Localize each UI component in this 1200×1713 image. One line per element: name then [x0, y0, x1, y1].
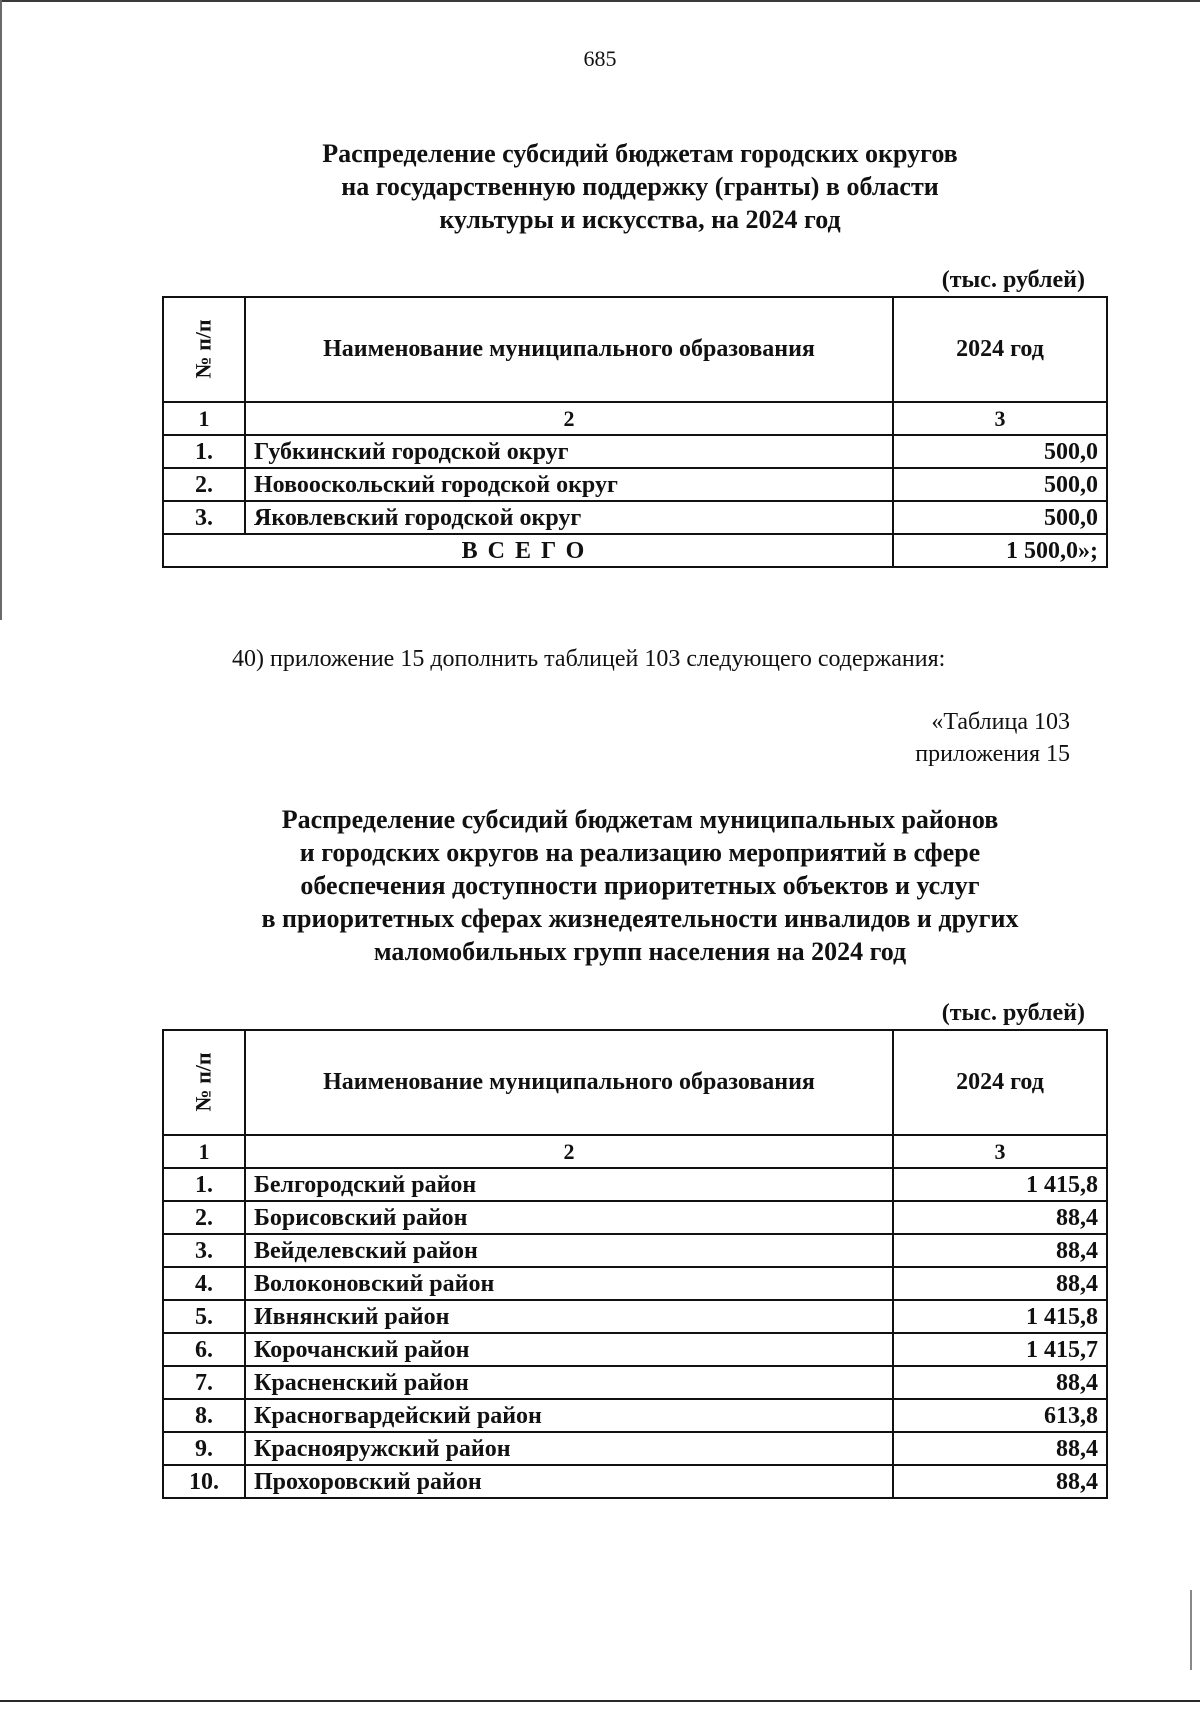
row-name: Красненский район — [245, 1366, 893, 1399]
page-bottom-edge — [0, 1700, 1200, 1702]
row-name: Новооскольский городской округ — [245, 468, 893, 501]
header-name-cell: Наименование муниципального образования — [245, 297, 893, 402]
header-year-cell: 2024 год — [893, 297, 1107, 402]
row-value: 1 415,8 — [893, 1300, 1107, 1333]
row-number: 2. — [163, 468, 245, 501]
row-value: 613,8 — [893, 1399, 1107, 1432]
section2-units: (тыс. рублей) — [941, 1000, 1085, 1026]
section2-title-line: и городских округов на реализацию мероприятий в сфере — [299, 838, 981, 867]
column-numbers-row — [163, 402, 1107, 435]
row-number: 3. — [163, 501, 245, 534]
scan-edge-mark — [1190, 1590, 1192, 1670]
header-year-cell: 2024 год — [893, 1030, 1107, 1135]
section2-title — [160, 803, 1120, 968]
table-row — [163, 435, 1107, 468]
row-value: 88,4 — [893, 1432, 1107, 1465]
table-row — [163, 1399, 1107, 1432]
page-number: 685 — [583, 46, 617, 71]
table-row — [163, 1333, 1107, 1366]
section2-title-line: Распределение субсидий бюджетам муниципальных районов — [281, 805, 999, 834]
row-name: Яковлевский городской округ — [245, 501, 893, 534]
section1-title-line: Распределение субсидий бюджетам городских округов — [322, 139, 958, 168]
row-value: 1 415,8 — [893, 1168, 1107, 1201]
section2-title-line: маломобильных групп населения на 2024 год — [373, 937, 907, 966]
header-no-cell — [163, 297, 245, 402]
section1-title — [160, 137, 1120, 236]
row-value: 88,4 — [893, 1267, 1107, 1300]
section1-table — [162, 296, 1108, 568]
row-value: 88,4 — [893, 1366, 1107, 1399]
row-number: 9. — [163, 1432, 245, 1465]
section1-title-line: на государственную поддержку (гранты) в области — [341, 172, 939, 201]
row-value: 500,0 — [893, 468, 1107, 501]
table-header-row — [163, 1030, 1107, 1135]
column-number: 2 — [245, 1135, 893, 1168]
column-numbers-row — [163, 1135, 1107, 1168]
table-caption — [860, 706, 1070, 770]
column-number: 1 — [163, 402, 245, 435]
page-top-edge — [0, 0, 1200, 2]
row-value: 88,4 — [893, 1201, 1107, 1234]
row-name: Корочанский район — [245, 1333, 893, 1366]
row-name: Прохоровский район — [245, 1465, 893, 1498]
header-no-label: № п/п — [190, 1052, 216, 1112]
row-value: 500,0 — [893, 501, 1107, 534]
table-header-row — [163, 297, 1107, 402]
row-number: 5. — [163, 1300, 245, 1333]
column-number: 1 — [163, 1135, 245, 1168]
row-name: Ивнянский район — [245, 1300, 893, 1333]
row-number: 2. — [163, 1201, 245, 1234]
table-caption-line: «Таблица 103 — [931, 709, 1070, 735]
row-name: Губкинский городской округ — [245, 435, 893, 468]
row-number: 8. — [163, 1399, 245, 1432]
row-number: 1. — [163, 1168, 245, 1201]
column-number: 3 — [893, 402, 1107, 435]
table-row — [163, 1201, 1107, 1234]
row-value: 88,4 — [893, 1234, 1107, 1267]
row-value: 88,4 — [893, 1465, 1107, 1498]
header-name-cell: Наименование муниципального образования — [245, 1030, 893, 1135]
table-row — [163, 1465, 1107, 1498]
column-number: 2 — [245, 402, 893, 435]
section2-title-line: обеспечения доступности приоритетных объектов и услуг — [300, 871, 980, 900]
total-value: 1 500,0»; — [893, 534, 1107, 567]
row-name: Борисовский район — [245, 1201, 893, 1234]
table-caption-line: приложения 15 — [915, 741, 1070, 767]
amendment-paragraph: 40) приложение 15 дополнить таблицей 103 следующего содержания: — [232, 646, 946, 672]
table-row — [163, 1366, 1107, 1399]
section2-title-line: в приоритетных сферах жизнедеятельности инвалидов и других — [261, 904, 1019, 933]
section1-title-line: культуры и искусства, на 2024 год — [439, 205, 841, 234]
row-number: 7. — [163, 1366, 245, 1399]
row-name: Красногвардейский район — [245, 1399, 893, 1432]
row-name: Белгородский район — [245, 1168, 893, 1201]
section2-table — [162, 1029, 1108, 1499]
total-label: ВСЕГО — [163, 534, 893, 567]
total-row — [163, 534, 1107, 567]
row-number: 1. — [163, 435, 245, 468]
row-value: 1 415,7 — [893, 1333, 1107, 1366]
section1-units: (тыс. рублей) — [941, 267, 1085, 293]
row-number: 3. — [163, 1234, 245, 1267]
row-number: 10. — [163, 1465, 245, 1498]
table-row — [163, 1234, 1107, 1267]
row-name: Волоконовский район — [245, 1267, 893, 1300]
table-row — [163, 1300, 1107, 1333]
column-number: 3 — [893, 1135, 1107, 1168]
row-name: Вейделевский район — [245, 1234, 893, 1267]
header-no-label: № п/п — [190, 319, 216, 379]
row-number: 6. — [163, 1333, 245, 1366]
header-no-cell — [163, 1030, 245, 1135]
table-row — [163, 1168, 1107, 1201]
table-row — [163, 468, 1107, 501]
row-name: Краснояружский район — [245, 1432, 893, 1465]
table-row — [163, 501, 1107, 534]
row-value: 500,0 — [893, 435, 1107, 468]
page-left-edge — [0, 0, 2, 620]
row-number: 4. — [163, 1267, 245, 1300]
table-row — [163, 1267, 1107, 1300]
table-row — [163, 1432, 1107, 1465]
